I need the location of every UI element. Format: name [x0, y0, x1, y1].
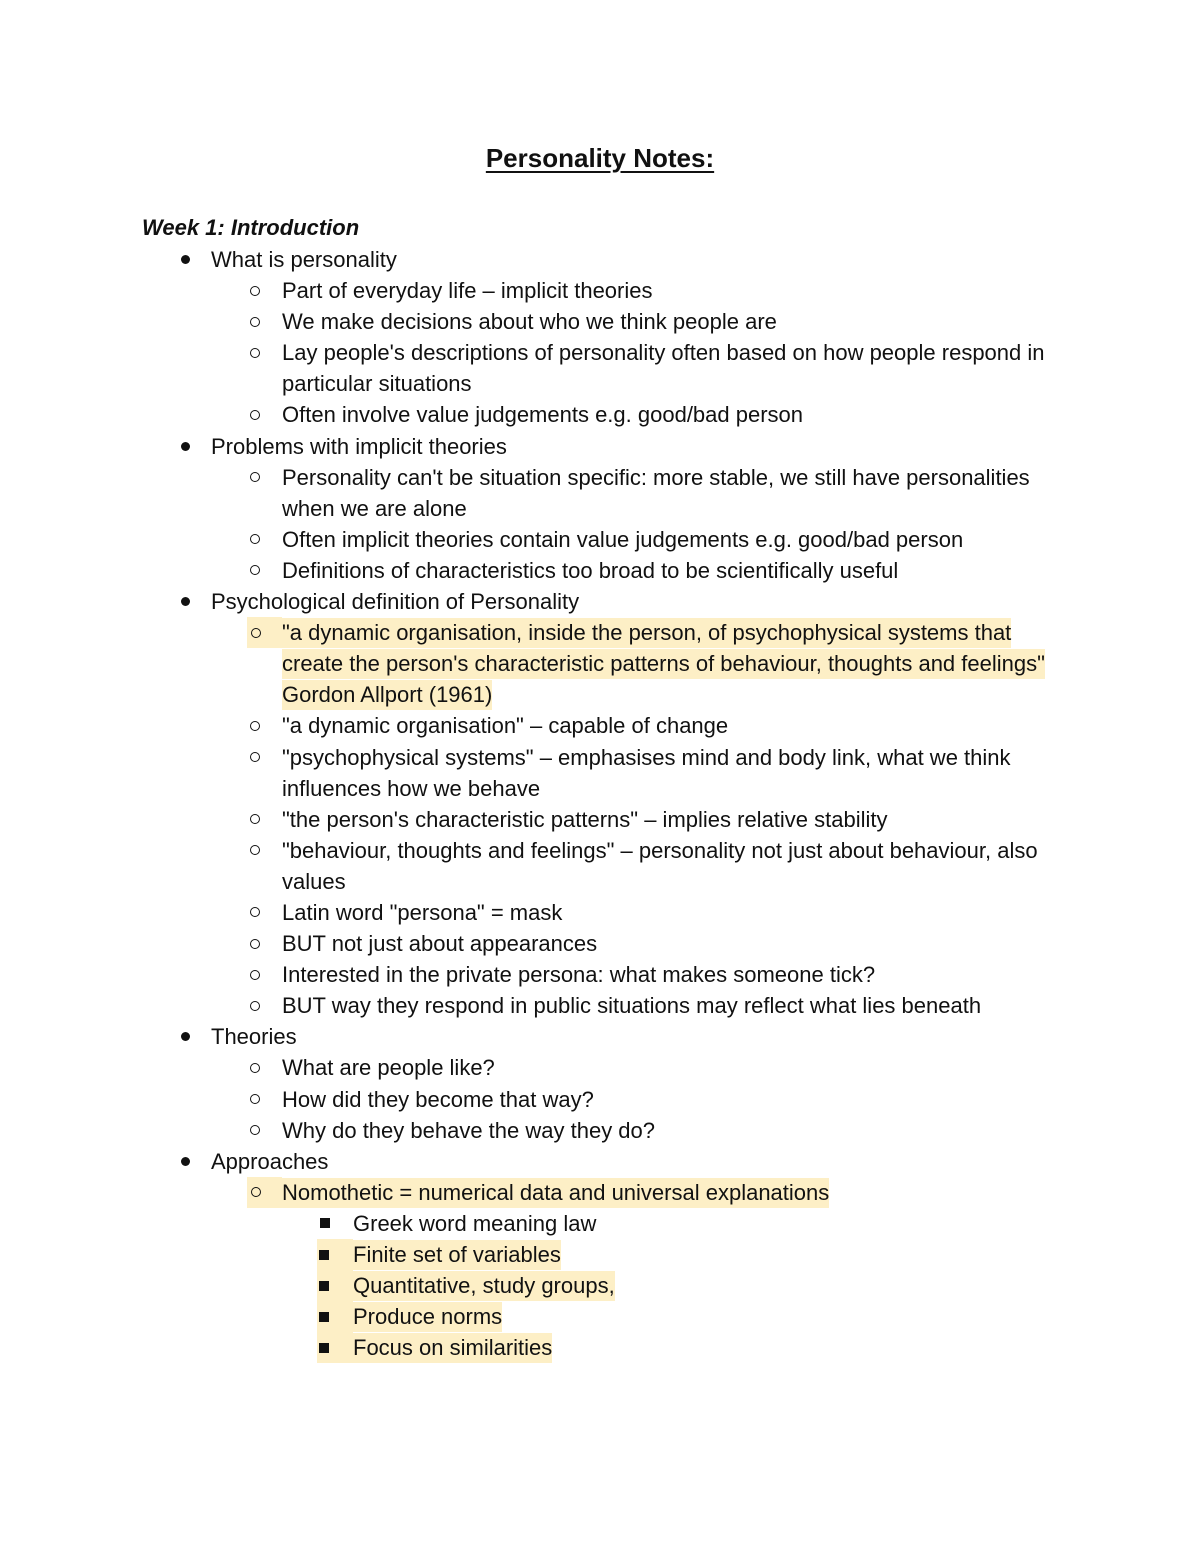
list-item: [0, 1332, 1058, 1363]
list-item-text: Often implicit theories contain value judgements e.g. good/bad person: [282, 526, 964, 552]
list-item-text: Quantitative, study groups,: [353, 1271, 615, 1301]
bullet-shape: [250, 348, 260, 358]
bullet-shape: [250, 1063, 260, 1073]
list-item-text: Interested in the private persona: what makes someone tick?: [282, 962, 876, 988]
bullet-shape: [250, 1125, 260, 1135]
list-item: [0, 1177, 1052, 1208]
list-item: [0, 1270, 1058, 1301]
bullet-circle-icon: [247, 1177, 282, 1208]
bullet-square-icon: [317, 1301, 353, 1332]
bullet-disc-icon: [178, 1146, 192, 1177]
list-item-text: We make decisions about who we think people are: [282, 309, 777, 335]
list-item: [0, 1084, 1052, 1115]
list-item: [0, 959, 1052, 990]
list-item: [0, 524, 1052, 555]
bullet-shape: [320, 1218, 330, 1228]
bullet-circle-icon: [247, 1084, 263, 1115]
list-item: [0, 1115, 1052, 1146]
bullet-shape: [250, 970, 260, 980]
bullet-shape: [250, 721, 260, 731]
bullet-shape: [250, 317, 260, 327]
bullet-square-icon: [317, 1208, 333, 1239]
bullet-square-icon: [317, 1239, 353, 1270]
bullet-circle-icon: [247, 928, 263, 959]
bullet-disc-icon: [178, 244, 192, 275]
list-item-text: Often involve value judgements e.g. good/bad person: [282, 402, 804, 428]
bullet-disc-icon: [178, 1021, 192, 1052]
bullet-shape: [250, 1001, 260, 1011]
list-item-text: Nomothetic = numerical data and universal explanations: [282, 1178, 829, 1208]
bullet-circle-icon: [247, 804, 263, 835]
bullet-circle-icon: [247, 617, 282, 648]
list-item: [0, 431, 1058, 462]
list-item-text: Psychological definition of Personality: [211, 589, 580, 615]
bullet-circle-icon: [247, 1115, 263, 1146]
bullet-shape: [250, 534, 260, 544]
list-item-text: What is personality: [211, 247, 397, 272]
bullet-square-icon: [317, 1270, 353, 1301]
list-item: [0, 617, 1052, 710]
bullet-shape: [319, 1312, 329, 1322]
bullet-circle-icon: [247, 959, 263, 990]
list-item: [0, 1301, 1058, 1332]
list-item-text: Why do they behave the way they do?: [282, 1117, 656, 1143]
list-item-text: Problems with implicit theories: [211, 433, 507, 459]
bullet-shape: [319, 1250, 329, 1260]
bullet-shape: [251, 628, 261, 638]
bullet-shape: [250, 565, 260, 575]
list-item: [0, 897, 1052, 928]
list-item: [0, 244, 1058, 275]
bullet-circle-icon: [247, 337, 263, 368]
bullet-circle-icon: [247, 710, 263, 741]
list-item: [0, 928, 1052, 959]
list-item: [0, 337, 1052, 399]
bullet-circle-icon: [247, 742, 263, 773]
bullet-circle-icon: [247, 524, 263, 555]
list-item-text: Theories: [211, 1024, 297, 1050]
bullet-circle-icon: [247, 897, 263, 928]
bullet-shape: [250, 752, 260, 762]
bullet-shape: [181, 255, 190, 264]
bullet-shape: [250, 286, 260, 296]
list-item-text: Finite set of variables: [353, 1240, 561, 1270]
list-item-text: "the person's characteristic patterns" – implies relative stability: [282, 806, 888, 832]
bullet-shape: [319, 1343, 329, 1353]
list-item-text: "behaviour, thoughts and feelings" – personality not just about behaviour, also values: [282, 837, 1038, 894]
list-item-text: Definitions of characteristics too broad to be scientifically useful: [282, 557, 899, 583]
bullet-shape: [250, 410, 260, 420]
bullet-shape: [250, 907, 260, 917]
bullet-shape: [181, 1032, 190, 1041]
bullet-circle-icon: [247, 275, 263, 306]
list-item-text: "psychophysical systems" – emphasises mind and body link, what we think influences how we behave: [282, 744, 1011, 801]
list-item: [0, 1021, 1058, 1052]
bullet-shape: [181, 1157, 190, 1166]
list-item-text: "a dynamic organisation" – capable of change: [282, 713, 729, 739]
list-item: [0, 990, 1052, 1021]
bullet-shape: [250, 845, 260, 855]
list-item: [0, 586, 1058, 617]
outline-list: [0, 244, 1200, 1363]
list-item-text: BUT not just about appearances: [282, 931, 598, 957]
bullet-disc-icon: [178, 431, 192, 462]
list-item-text: What are people like?: [282, 1055, 495, 1081]
list-item: [0, 1146, 1058, 1177]
bullet-disc-icon: [178, 586, 192, 617]
bullet-shape: [250, 814, 260, 824]
list-item: [0, 1052, 1052, 1083]
list-item: [0, 835, 1052, 897]
bullet-circle-icon: [247, 835, 263, 866]
list-item: [0, 306, 1052, 337]
list-item-text: Lay people's descriptions of personality often based on how people respond in particular situations: [282, 340, 1045, 397]
bullet-shape: [250, 1094, 260, 1104]
list-item: [0, 804, 1052, 835]
list-item-text: How did they become that way?: [282, 1086, 594, 1112]
bullet-shape: [250, 472, 260, 482]
page-title: Personality Notes:: [485, 143, 715, 173]
list-item: [0, 710, 1052, 741]
list-item-text: Personality can't be situation specific: more stable, we still have personalities when we are alone: [282, 464, 1030, 521]
bullet-circle-icon: [247, 555, 263, 586]
list-item: [0, 555, 1052, 586]
list-item-text: "a dynamic organisation, inside the person, of psychophysical systems that create the person's characteristic patterns of behaviour, thoughts and feelings" Gordon Allport (1961): [282, 618, 1045, 710]
bullet-square-icon: [317, 1332, 353, 1363]
list-item: [0, 1208, 1058, 1239]
list-item-text: Focus on similarities: [353, 1333, 552, 1363]
bullet-shape: [251, 1187, 261, 1197]
bullet-circle-icon: [247, 1052, 263, 1083]
bullet-circle-icon: [247, 399, 263, 430]
list-item-text: Greek word meaning law: [353, 1210, 597, 1236]
list-item: [0, 742, 1052, 804]
list-item: [0, 1239, 1058, 1270]
list-item: [0, 399, 1052, 430]
bullet-shape: [181, 597, 190, 606]
bullet-circle-icon: [247, 990, 263, 1021]
list-item-text: Produce norms: [353, 1302, 502, 1332]
list-item-text: Approaches: [211, 1148, 329, 1174]
bullet-circle-icon: [247, 306, 263, 337]
list-item: [0, 275, 1052, 306]
bullet-circle-icon: [247, 462, 263, 493]
list-item-text: Part of everyday life – implicit theories: [282, 278, 653, 304]
bullet-shape: [181, 442, 190, 451]
list-item-text: Latin word "persona" = mask: [282, 899, 563, 925]
bullet-shape: [319, 1281, 329, 1291]
list-item: [0, 462, 1052, 524]
list-item-text: BUT way they respond in public situations may reflect what lies beneath: [282, 993, 982, 1019]
section-heading: Week 1: Introduction: [142, 215, 360, 240]
bullet-shape: [250, 939, 260, 949]
